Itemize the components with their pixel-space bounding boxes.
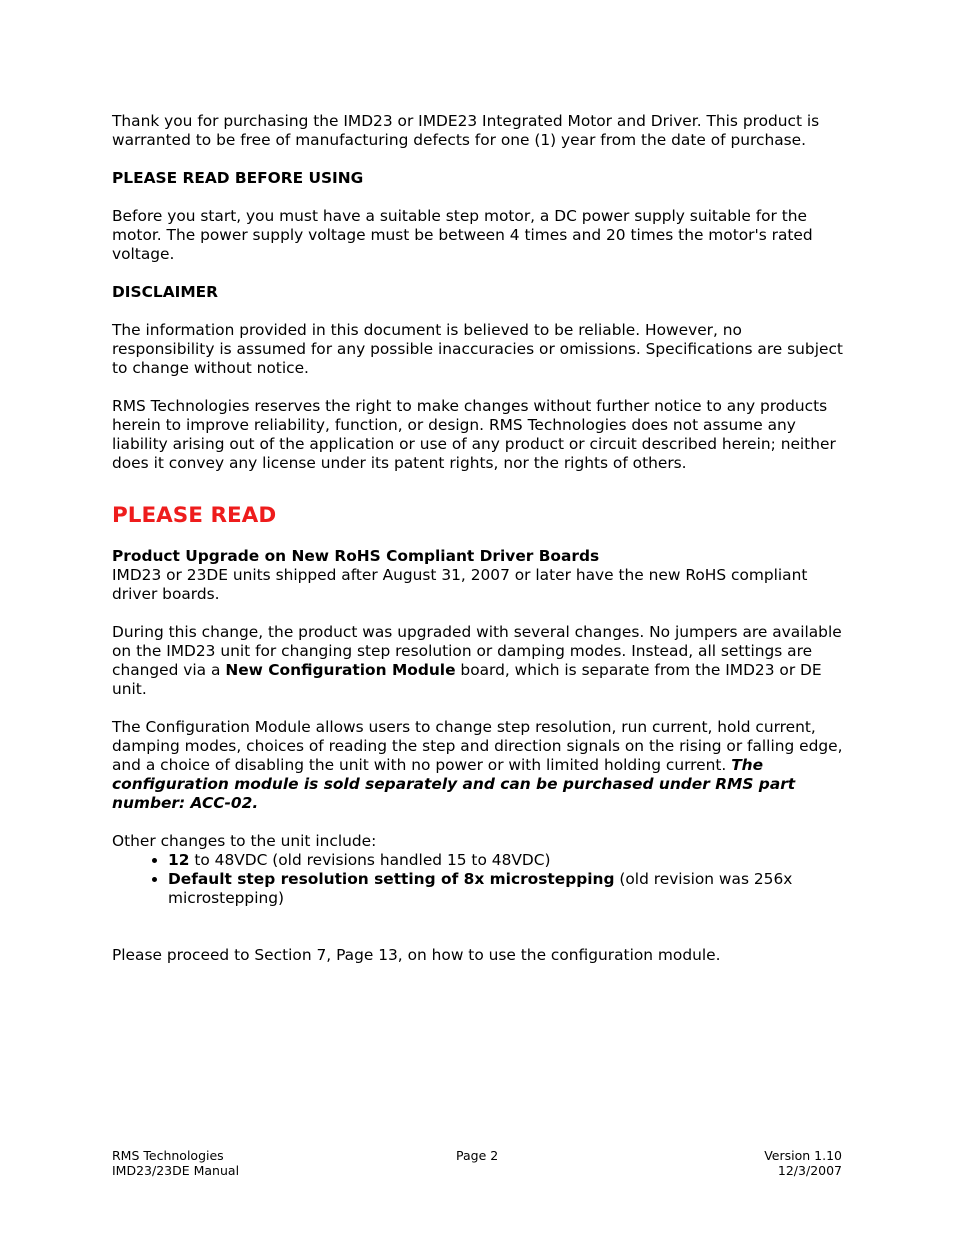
read-before-heading: PLEASE READ BEFORE USING xyxy=(112,169,364,187)
changes-intro: Other changes to the unit include: xyxy=(112,832,377,850)
list-item-bold: Default step resolution setting of 8x microstepping xyxy=(168,870,615,888)
disclaimer-paragraph-1: The information provided in this document is believed to be reliable. However, no responsibility is assumed for any possible inaccuracies or omissions. Specifications are subject to change without notice. xyxy=(112,321,843,377)
disclaimer-paragraph-2: RMS Technologies reserves the right to make changes without further notice to any products herein to improve reliability, function, or design. RMS Technologies does not assume any liability arising out of the application or use of any product or circuit described herein; neither does it convey any license under its patent rights, nor the rights of others. xyxy=(112,397,836,472)
proceed-paragraph: Please proceed to Section 7, Page 13, on how to use the configuration module. xyxy=(112,946,721,964)
upgrade-paragraph-3 xyxy=(112,718,848,813)
upgrade-p2-text-b: board, which is separate from the IMD23 or DE unit. xyxy=(112,661,822,698)
footer-left xyxy=(112,1148,239,1178)
upgrade-p2-text-a: During this change, the product was upgraded with several changes. No jumpers are available on the IMD23 unit for changing step resolution or damping modes. Instead, all settings are changed via a xyxy=(112,623,842,679)
config-module-emphasis: New Configuration Module xyxy=(225,661,456,679)
changes-list xyxy=(112,851,848,908)
footer-right xyxy=(764,1148,842,1178)
read-before-paragraph: Before you start, you must have a suitable step motor, a DC power supply suitable for the motor. The power supply voltage must be between 4 times and 20 times the motor's rated voltage. xyxy=(112,207,813,263)
intro-paragraph: Thank you for purchasing the IMD23 or IMDE23 Integrated Motor and Driver. This product is warranted to be free of manufacturing defects for one (1) year from the date of purchase. xyxy=(112,112,820,149)
list-item xyxy=(168,870,848,908)
list-item-bold: 12 xyxy=(168,851,190,869)
upgrade-paragraph-1: IMD23 or 23DE units shipped after August 31, 2007 or later have the new RoHS compliant driver boards. xyxy=(112,566,808,603)
footer-page-number: Page 2 xyxy=(456,1148,499,1163)
list-item-text: to 48VDC (old revisions handled 15 to 48VDC) xyxy=(189,851,551,869)
upgrade-paragraph-2 xyxy=(112,623,848,699)
upgrade-subheading: Product Upgrade on New RoHS Compliant Driver Boards xyxy=(112,547,600,565)
list-item-text: (old revision was 256x microstepping) xyxy=(168,870,793,907)
document-body xyxy=(112,112,848,984)
footer-company: RMS Technologies xyxy=(112,1148,224,1163)
footer-manual: IMD23/23DE Manual xyxy=(112,1163,240,1178)
list-item xyxy=(168,851,848,870)
footer-version: Version 1.10 xyxy=(764,1148,842,1163)
please-read-heading: PLEASE READ xyxy=(112,503,277,528)
disclaimer-heading: DISCLAIMER xyxy=(112,283,219,301)
footer-date: 12/3/2007 xyxy=(777,1163,842,1178)
upgrade-p3-text: The Configuration Module allows users to change step resolution, run current, hold current, damping modes, choices of reading the step and direction signals on the rising or falling edge, and a choice of disabling the unit with no power or with limited holding current. xyxy=(112,718,843,774)
sold-separately-note: The configuration module is sold separately and can be purchased under RMS part number: ACC-02. xyxy=(112,756,796,812)
